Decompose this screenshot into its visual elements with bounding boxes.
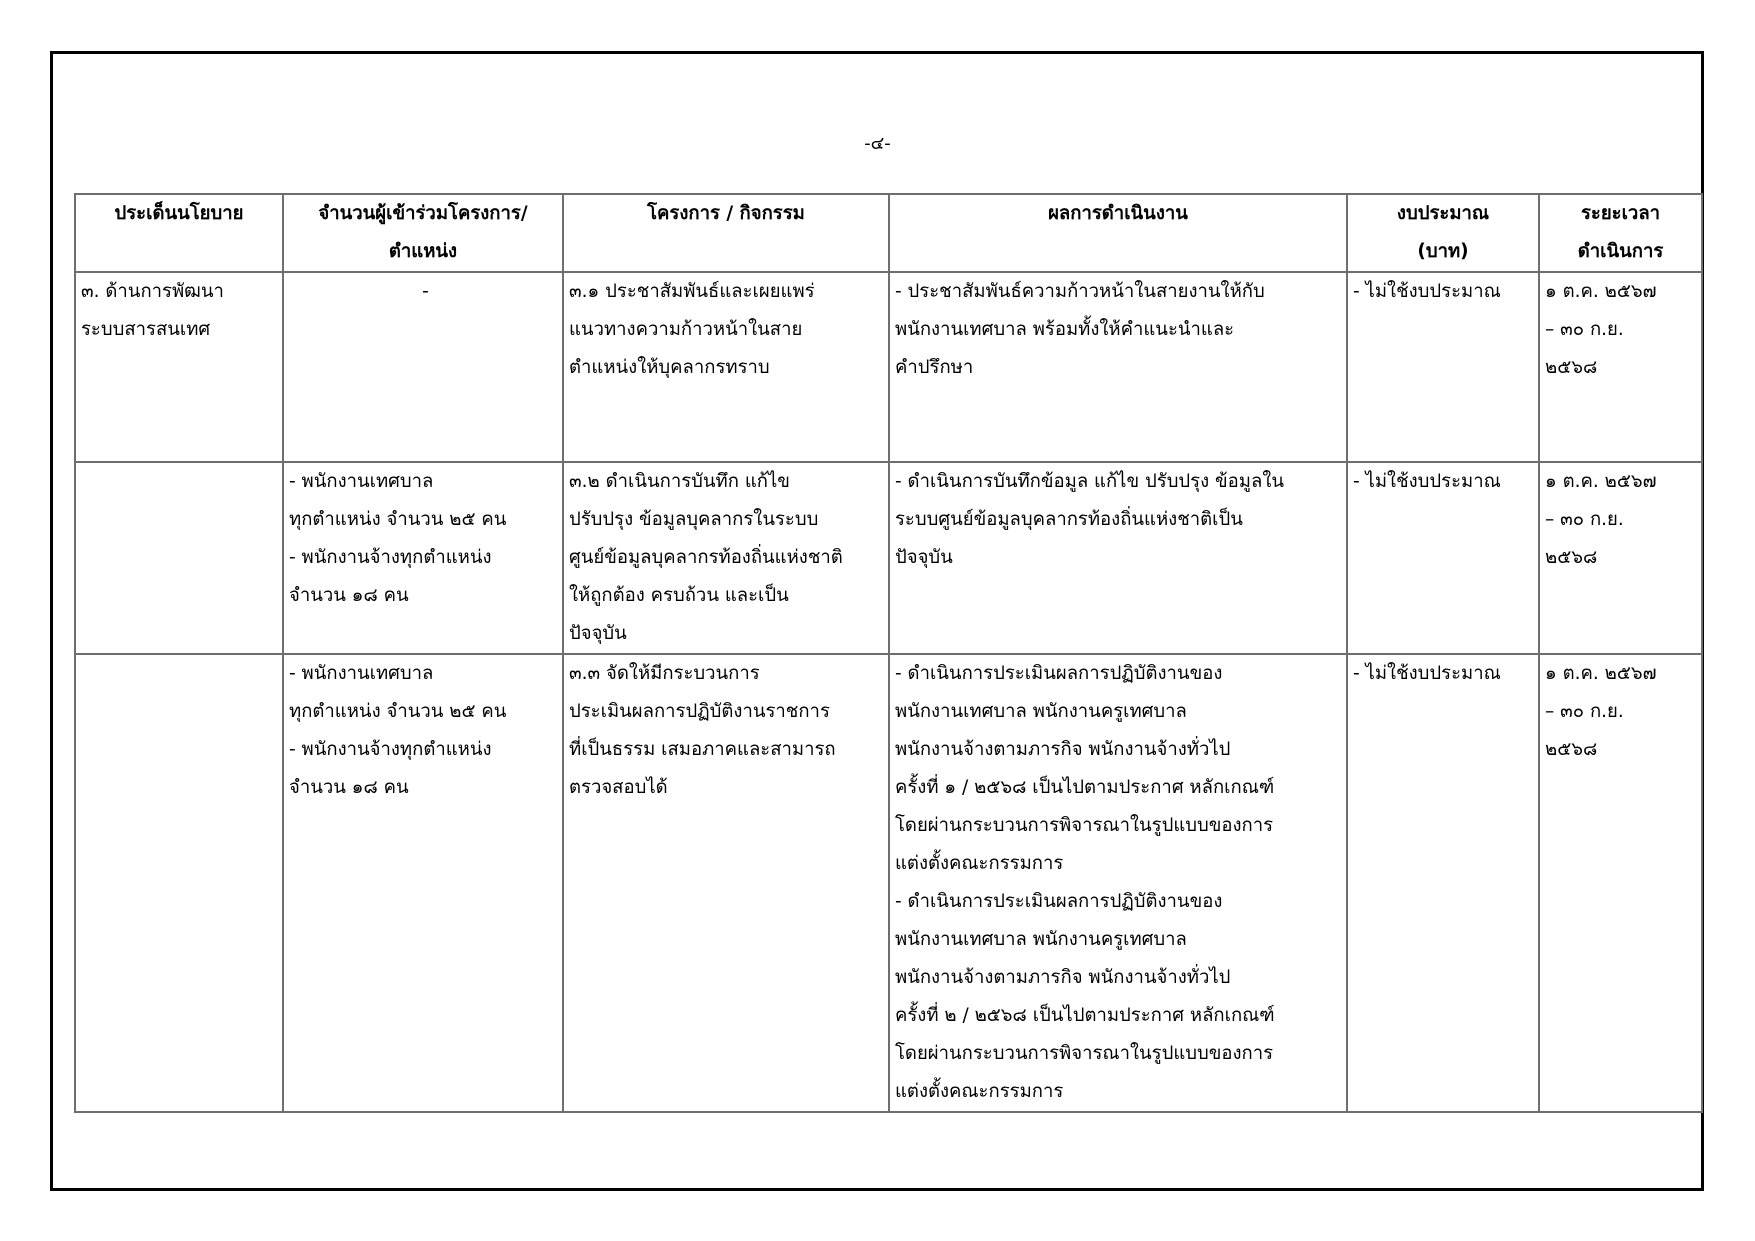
cell-text-line: (บาท): [1417, 241, 1469, 262]
header-project-activity: [563, 194, 889, 272]
cell-period: [1539, 462, 1702, 654]
cell-participants: [283, 272, 563, 462]
cell-text-line: ประเด็นนโยบาย: [114, 203, 244, 224]
header-results: [889, 194, 1347, 272]
cell-text-line: ผลการดำเนินงาน: [1048, 203, 1188, 224]
cell-text-line: ปัจจุบัน: [895, 547, 953, 568]
cell-project: [563, 272, 889, 462]
cell-text-line: - ไม่ใช้งบประมาณ: [1353, 471, 1501, 492]
cell-participants: [283, 654, 563, 1112]
cell-text-line: ระบบสารสนเทศ: [81, 319, 211, 340]
cell-text-line: - ไม่ใช้งบประมาณ: [1353, 663, 1501, 684]
cell-results: [889, 462, 1347, 654]
cell-text-line: - ดำเนินการประเมินผลการปฏิบัติงานของ: [895, 663, 1223, 684]
cell-text-line: ๒๕๖๘: [1545, 357, 1598, 378]
cell-text-line: ๒๕๖๘: [1545, 739, 1598, 760]
header-policy-issue: [75, 194, 283, 272]
header-participants: [283, 194, 563, 272]
cell-text-line: พนักงานเทศบาล พนักงานครูเทศบาล: [895, 929, 1187, 950]
cell-text-line: ระบบศูนย์ข้อมูลบุคลากรท้องถิ่นแห่งชาติเป็น: [895, 509, 1243, 530]
cell-text-line: ตำแหน่งให้บุคลากรทราบ: [569, 357, 770, 378]
cell-text-line: ๓.๑ ประชาสัมพันธ์และเผยแพร่: [569, 281, 815, 302]
cell-policy: [75, 462, 283, 654]
cell-text-line: จำนวน ๑๘ คน: [289, 777, 409, 798]
cell-text-line: ประเมินผลการปฏิบัติงานราชการ: [569, 701, 830, 722]
cell-text-line: - ประชาสัมพันธ์ความก้าวหน้าในสายงานให้กับ: [895, 281, 1265, 302]
cell-text-line: ๑ ต.ค. ๒๕๖๗: [1545, 281, 1657, 302]
cell-text-line: ปรับปรุง ข้อมูลบุคลากรในระบบ: [569, 509, 819, 530]
table-row: [75, 462, 1702, 654]
cell-text-line: ศูนย์ข้อมูลบุคลากรท้องถิ่นแห่งชาติ: [569, 547, 843, 568]
cell-text-line: - พนักงานจ้างทุกตำแหน่ง: [289, 547, 492, 568]
cell-policy: [75, 272, 283, 462]
cell-text-line: พนักงานเทศบาล พนักงานครูเทศบาล: [895, 701, 1187, 722]
cell-budget: [1347, 462, 1539, 654]
cell-text-line: ๓.๒ ดำเนินการบันทึก แก้ไข: [569, 471, 790, 492]
cell-text-line: งบประมาณ: [1396, 203, 1490, 224]
cell-project: [563, 462, 889, 654]
cell-text-line: ตรวจสอบได้: [569, 777, 668, 798]
cell-text-line: จำนวนผู้เข้าร่วมโครงการ/: [318, 203, 528, 224]
cell-policy: [75, 654, 283, 1112]
cell-text-line: ครั้งที่ ๑ / ๒๕๖๘ เป็นไปตามประกาศ หลักเกณฑ์: [895, 777, 1275, 798]
cell-text-line: ครั้งที่ ๒ / ๒๕๖๘ เป็นไปตามประกาศ หลักเกณฑ์: [895, 1005, 1275, 1026]
cell-results: [889, 654, 1347, 1112]
cell-text-line: โครงการ / กิจกรรม: [647, 203, 805, 224]
cell-text-line: จำนวน ๑๘ คน: [289, 585, 409, 606]
cell-text-line: ที่เป็นธรรม เสมอภาคและสามารถ: [569, 739, 836, 760]
header-period: [1539, 194, 1702, 272]
cell-text-line: คำปรึกษา: [895, 357, 974, 378]
cell-period: [1539, 654, 1702, 1112]
cell-period: [1539, 272, 1702, 462]
policy-results-table: [74, 193, 1703, 1113]
cell-text-line: - ดำเนินการประเมินผลการปฏิบัติงานของ: [895, 891, 1223, 912]
page-number: -๔-: [864, 133, 891, 154]
cell-text-line: – ๓๐ ก.ย.: [1545, 509, 1624, 530]
cell-text-line: ๒๕๖๘: [1545, 547, 1598, 568]
cell-participants: [283, 462, 563, 654]
cell-project: [563, 654, 889, 1112]
cell-text-line: พนักงานจ้างตามภารกิจ พนักงานจ้างทั่วไป: [895, 967, 1231, 988]
cell-text-line: พนักงานเทศบาล พร้อมทั้งให้คำแนะนำและ: [895, 319, 1235, 340]
cell-text-line: -: [422, 281, 429, 302]
cell-text-line: ระยะเวลา: [1580, 203, 1661, 224]
table-header-row: [75, 194, 1702, 272]
cell-budget: [1347, 654, 1539, 1112]
cell-text-line: ปัจจุบัน: [569, 623, 627, 644]
cell-text-line: ๓. ด้านการพัฒนา: [81, 281, 224, 302]
table-row: [75, 654, 1702, 1112]
cell-text-line: โดยผ่านกระบวนการพิจารณาในรูปแบบของการ: [895, 815, 1274, 836]
table-row: [75, 272, 1702, 462]
cell-text-line: แต่งตั้งคณะกรรมการ: [895, 1081, 1064, 1102]
cell-text-line: ให้ถูกต้อง ครบถ้วน และเป็น: [569, 585, 789, 606]
header-budget: [1347, 194, 1539, 272]
cell-text-line: – ๓๐ ก.ย.: [1545, 319, 1624, 340]
cell-budget: [1347, 272, 1539, 462]
cell-text-line: ตำแหน่ง: [388, 241, 458, 262]
cell-text-line: พนักงานจ้างตามภารกิจ พนักงานจ้างทั่วไป: [895, 739, 1231, 760]
cell-text-line: ๑ ต.ค. ๒๕๖๗: [1545, 663, 1657, 684]
cell-text-line: - ไม่ใช้งบประมาณ: [1353, 281, 1501, 302]
cell-text-line: - พนักงานจ้างทุกตำแหน่ง: [289, 739, 492, 760]
cell-text-line: ๓.๓ จัดให้มีกระบวนการ: [569, 663, 760, 684]
cell-text-line: ๑ ต.ค. ๒๕๖๗: [1545, 471, 1657, 492]
cell-text-line: ทุกตำแหน่ง จำนวน ๒๕ คน: [289, 509, 507, 530]
cell-text-line: ทุกตำแหน่ง จำนวน ๒๕ คน: [289, 701, 507, 722]
cell-text-line: แนวทางความก้าวหน้าในสาย: [569, 319, 803, 340]
cell-text-line: แต่งตั้งคณะกรรมการ: [895, 853, 1064, 874]
cell-text-line: ดำเนินการ: [1577, 241, 1664, 262]
cell-text-line: - ดำเนินการบันทึกข้อมูล แก้ไข ปรับปรุง ข้อมูลใน: [895, 471, 1284, 492]
cell-text-line: – ๓๐ ก.ย.: [1545, 701, 1624, 722]
cell-text-line: โดยผ่านกระบวนการพิจารณาในรูปแบบของการ: [895, 1043, 1274, 1064]
cell-results: [889, 272, 1347, 462]
cell-text-line: - พนักงานเทศบาล: [289, 471, 434, 492]
cell-text-line: - พนักงานเทศบาล: [289, 663, 434, 684]
